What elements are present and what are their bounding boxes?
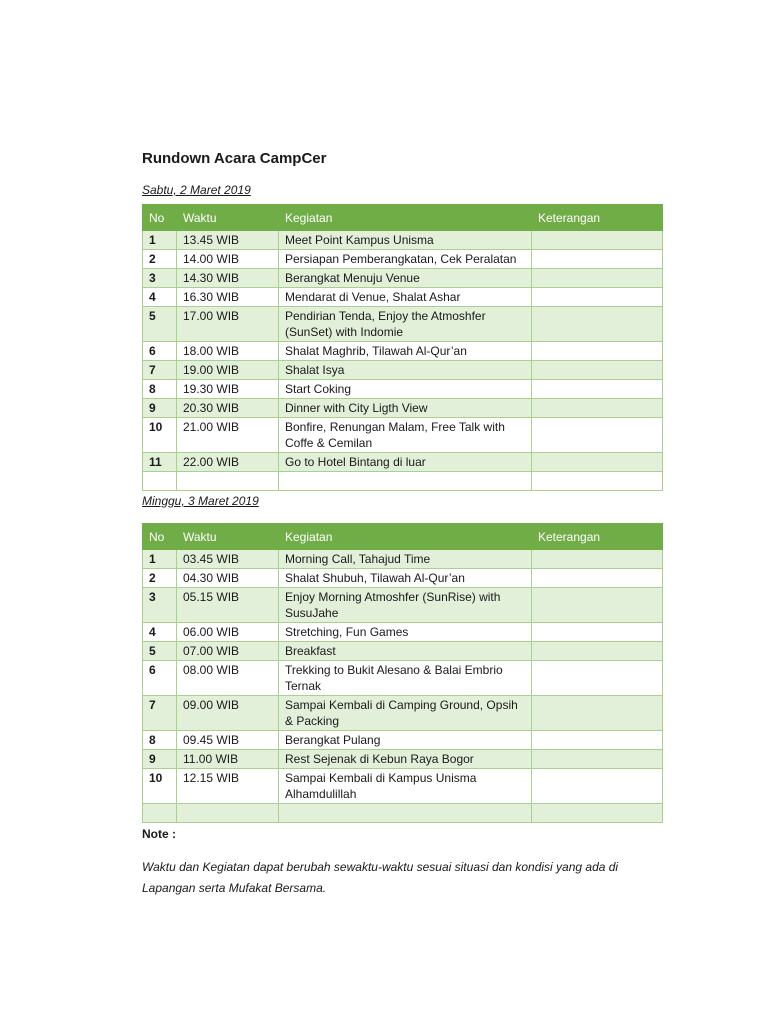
table-row xyxy=(143,804,663,823)
cell-keterangan xyxy=(532,361,663,380)
cell-kegiatan: Meet Point Kampus Unisma xyxy=(279,231,532,250)
table-row xyxy=(143,769,663,804)
cell-no: 7 xyxy=(143,696,177,731)
cell-waktu: 13.45 WIB xyxy=(177,231,279,250)
cell-kegiatan: Mendarat di Venue, Shalat Ashar xyxy=(279,288,532,307)
table-row xyxy=(143,569,663,588)
schedule-table-day-1 xyxy=(142,204,663,491)
cell-waktu: 07.00 WIB xyxy=(177,642,279,661)
table-row xyxy=(143,307,663,342)
table-row xyxy=(143,399,663,418)
cell-no: 6 xyxy=(143,661,177,696)
cell-waktu: 19.30 WIB xyxy=(177,380,279,399)
table-row xyxy=(143,418,663,453)
table-row xyxy=(143,550,663,569)
cell-waktu: 12.15 WIB xyxy=(177,769,279,804)
table-row xyxy=(143,642,663,661)
cell-kegiatan: Shalat Shubuh, Tilawah Al-Qur’an xyxy=(279,569,532,588)
header-keterangan: Keterangan xyxy=(532,524,663,550)
cell-keterangan xyxy=(532,804,663,823)
cell-no: 4 xyxy=(143,623,177,642)
cell-keterangan xyxy=(532,569,663,588)
cell-waktu: 19.00 WIB xyxy=(177,361,279,380)
table-row xyxy=(143,661,663,696)
cell-waktu: 20.30 WIB xyxy=(177,399,279,418)
table-row xyxy=(143,453,663,472)
table-body-day-1 xyxy=(143,231,663,491)
cell-kegiatan xyxy=(279,472,532,491)
document-title: Rundown Acara CampCer xyxy=(142,150,327,167)
cell-waktu: 09.45 WIB xyxy=(177,731,279,750)
cell-keterangan xyxy=(532,418,663,453)
table-row xyxy=(143,623,663,642)
table-row xyxy=(143,342,663,361)
cell-kegiatan xyxy=(279,804,532,823)
cell-waktu: 04.30 WIB xyxy=(177,569,279,588)
table-header-row xyxy=(143,205,663,231)
cell-waktu: 16.30 WIB xyxy=(177,288,279,307)
table-row xyxy=(143,288,663,307)
cell-keterangan xyxy=(532,550,663,569)
cell-waktu xyxy=(177,472,279,491)
cell-kegiatan: Persiapan Pemberangkatan, Cek Peralatan xyxy=(279,250,532,269)
table-header-row xyxy=(143,524,663,550)
cell-no: 2 xyxy=(143,250,177,269)
table-row xyxy=(143,250,663,269)
cell-waktu: 05.15 WIB xyxy=(177,588,279,623)
cell-no: 5 xyxy=(143,307,177,342)
table-row xyxy=(143,269,663,288)
cell-keterangan xyxy=(532,250,663,269)
table-row xyxy=(143,696,663,731)
table-row xyxy=(143,588,663,623)
cell-no: 3 xyxy=(143,588,177,623)
cell-keterangan xyxy=(532,288,663,307)
cell-waktu: 14.30 WIB xyxy=(177,269,279,288)
note-title: Note : xyxy=(142,827,176,841)
cell-kegiatan: Stretching, Fun Games xyxy=(279,623,532,642)
cell-kegiatan: Sampai Kembali di Kampus Unisma Alhamdulillah xyxy=(279,769,532,804)
cell-keterangan xyxy=(532,231,663,250)
cell-kegiatan: Trekking to Bukit Alesano & Balai Embrio Ternak xyxy=(279,661,532,696)
cell-kegiatan: Bonfire, Renungan Malam, Free Talk with Coffe & Cemilan xyxy=(279,418,532,453)
header-waktu: Waktu xyxy=(177,524,279,550)
day-label-2: Minggu, 3 Maret 2019 xyxy=(142,494,259,508)
cell-no: 2 xyxy=(143,569,177,588)
cell-no: 5 xyxy=(143,642,177,661)
cell-no: 4 xyxy=(143,288,177,307)
cell-kegiatan: Morning Call, Tahajud Time xyxy=(279,550,532,569)
cell-kegiatan: Enjoy Morning Atmoshfer (SunRise) with SusuJahe xyxy=(279,588,532,623)
cell-keterangan xyxy=(532,623,663,642)
header-no: No xyxy=(143,524,177,550)
cell-waktu: 03.45 WIB xyxy=(177,550,279,569)
cell-waktu: 21.00 WIB xyxy=(177,418,279,453)
cell-no: 8 xyxy=(143,380,177,399)
cell-waktu: 08.00 WIB xyxy=(177,661,279,696)
schedule-table-day-2 xyxy=(142,523,663,823)
cell-keterangan xyxy=(532,472,663,491)
cell-kegiatan: Rest Sejenak di Kebun Raya Bogor xyxy=(279,750,532,769)
header-keterangan: Keterangan xyxy=(532,205,663,231)
cell-kegiatan: Start Coking xyxy=(279,380,532,399)
table-row xyxy=(143,731,663,750)
cell-waktu: 14.00 WIB xyxy=(177,250,279,269)
cell-waktu: 17.00 WIB xyxy=(177,307,279,342)
cell-no: 7 xyxy=(143,361,177,380)
header-kegiatan: Kegiatan xyxy=(279,524,532,550)
header-waktu: Waktu xyxy=(177,205,279,231)
table-row xyxy=(143,361,663,380)
cell-waktu: 09.00 WIB xyxy=(177,696,279,731)
cell-kegiatan: Berangkat Pulang xyxy=(279,731,532,750)
cell-keterangan xyxy=(532,307,663,342)
cell-kegiatan: Go to Hotel Bintang di luar xyxy=(279,453,532,472)
cell-no: 8 xyxy=(143,731,177,750)
cell-keterangan xyxy=(532,269,663,288)
cell-keterangan xyxy=(532,750,663,769)
note-text: Waktu dan Kegiatan dapat berubah sewaktu-waktu sesuai situasi dan kondisi yang ada di Lapangan serta Mufakat Bersama. xyxy=(142,860,619,895)
cell-keterangan xyxy=(532,588,663,623)
cell-keterangan xyxy=(532,453,663,472)
cell-keterangan xyxy=(532,342,663,361)
cell-kegiatan: Shalat Maghrib, Tilawah Al-Qur’an xyxy=(279,342,532,361)
day-section-2 xyxy=(142,492,662,823)
cell-keterangan xyxy=(532,696,663,731)
cell-waktu: 11.00 WIB xyxy=(177,750,279,769)
cell-keterangan xyxy=(532,380,663,399)
table-body-day-2 xyxy=(143,550,663,823)
cell-waktu: 06.00 WIB xyxy=(177,623,279,642)
table-row xyxy=(143,750,663,769)
cell-kegiatan: Sampai Kembali di Camping Ground, Opsih & Packing xyxy=(279,696,532,731)
cell-no: 9 xyxy=(143,399,177,418)
header-kegiatan: Kegiatan xyxy=(279,205,532,231)
cell-waktu: 18.00 WIB xyxy=(177,342,279,361)
cell-waktu xyxy=(177,804,279,823)
day-label-1: Sabtu, 2 Maret 2019 xyxy=(142,183,251,197)
document-page xyxy=(142,148,662,899)
cell-kegiatan: Breakfast xyxy=(279,642,532,661)
cell-keterangan xyxy=(532,769,663,804)
cell-no xyxy=(143,804,177,823)
cell-keterangan xyxy=(532,642,663,661)
cell-kegiatan: Shalat Isya xyxy=(279,361,532,380)
cell-no: 3 xyxy=(143,269,177,288)
cell-no: 10 xyxy=(143,418,177,453)
cell-no: 1 xyxy=(143,550,177,569)
header-no: No xyxy=(143,205,177,231)
day-section-1 xyxy=(142,181,662,491)
cell-no: 9 xyxy=(143,750,177,769)
cell-keterangan xyxy=(532,399,663,418)
cell-kegiatan: Pendirian Tenda, Enjoy the Atmoshfer (SunSet) with Indomie xyxy=(279,307,532,342)
cell-no: 1 xyxy=(143,231,177,250)
table-row xyxy=(143,472,663,491)
cell-keterangan xyxy=(532,661,663,696)
cell-kegiatan: Berangkat Menuju Venue xyxy=(279,269,532,288)
cell-no: 11 xyxy=(143,453,177,472)
cell-waktu: 22.00 WIB xyxy=(177,453,279,472)
cell-no: 10 xyxy=(143,769,177,804)
cell-keterangan xyxy=(532,731,663,750)
table-row xyxy=(143,380,663,399)
cell-no: 6 xyxy=(143,342,177,361)
cell-kegiatan: Dinner with City Ligth View xyxy=(279,399,532,418)
table-row xyxy=(143,231,663,250)
cell-no xyxy=(143,472,177,491)
